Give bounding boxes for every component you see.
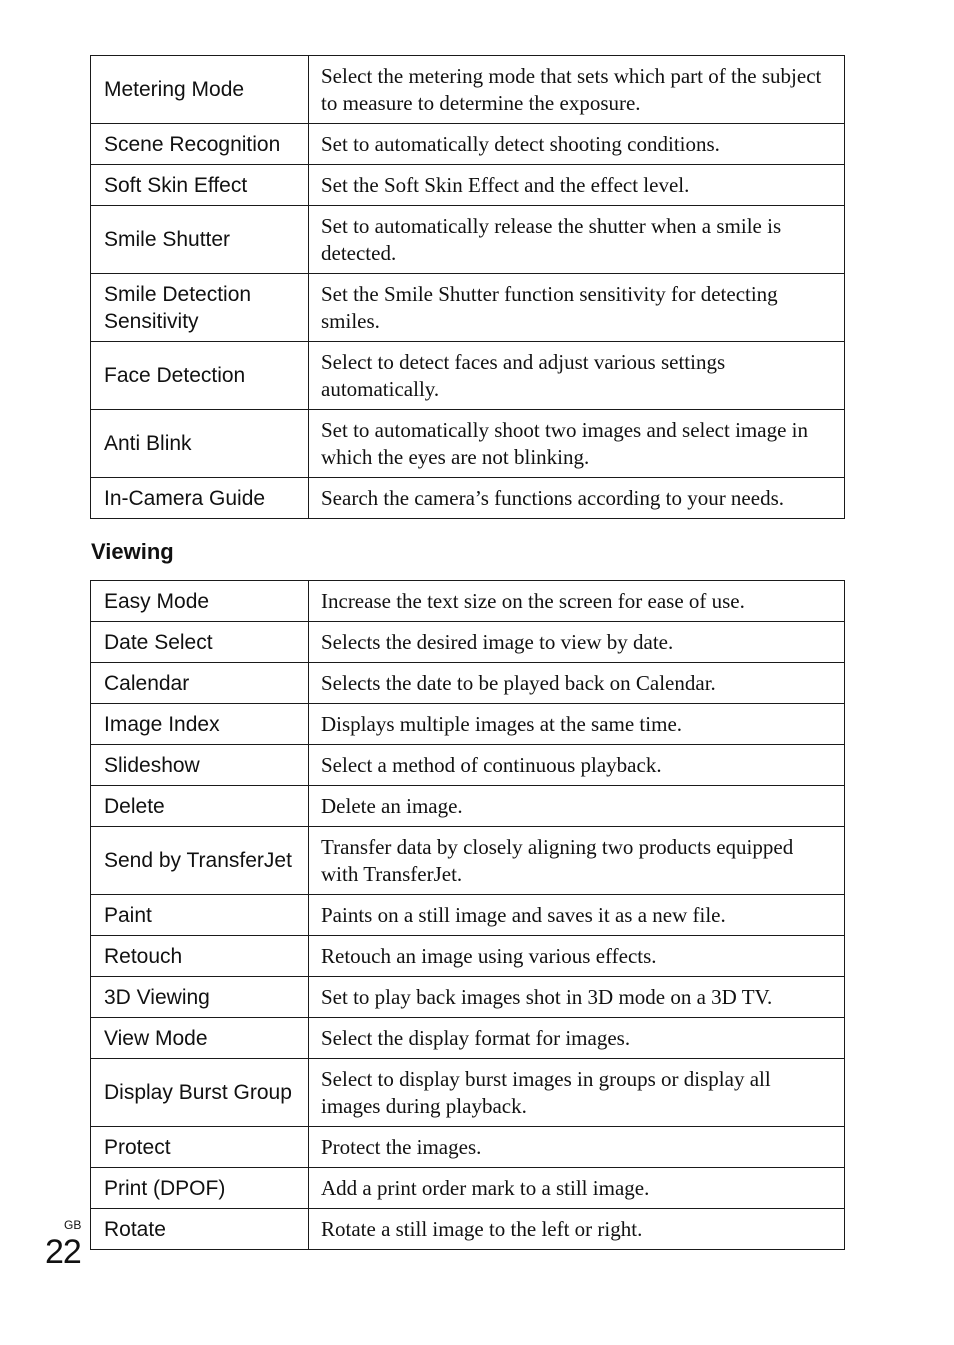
table-row: [91, 124, 845, 165]
table-row: [91, 581, 845, 622]
function-description: Increase the text size on the screen for ease of use.: [309, 581, 845, 622]
table-row: [91, 56, 845, 124]
function-description: Selects the desired image to view by date.: [309, 622, 845, 663]
table-row: [91, 342, 845, 410]
function-name: Smile Detection Sensitivity: [91, 274, 309, 342]
function-name: Print (DPOF): [91, 1168, 309, 1209]
page-number: 22: [45, 1233, 81, 1271]
function-name: Easy Mode: [91, 581, 309, 622]
function-description: Protect the images.: [309, 1127, 845, 1168]
function-description: Set the Soft Skin Effect and the effect level.: [309, 165, 845, 206]
function-description: Retouch an image using various effects.: [309, 936, 845, 977]
table-row: [91, 827, 845, 895]
function-name: Face Detection: [91, 342, 309, 410]
table-row: [91, 410, 845, 478]
table-row: [91, 1168, 845, 1209]
function-description: Set to play back images shot in 3D mode on a 3D TV.: [309, 977, 845, 1018]
settings-table: [90, 55, 845, 519]
table-row: [91, 478, 845, 519]
function-description: Select a method of continuous playback.: [309, 745, 845, 786]
function-description: Search the camera’s functions according to your needs.: [309, 478, 845, 519]
table-row: [91, 786, 845, 827]
function-description: Selects the date to be played back on Calendar.: [309, 663, 845, 704]
function-name: In-Camera Guide: [91, 478, 309, 519]
table-row: [91, 704, 845, 745]
function-name: Soft Skin Effect: [91, 165, 309, 206]
function-name: Retouch: [91, 936, 309, 977]
function-description: Set the Smile Shutter function sensitivity for detecting smiles.: [309, 274, 845, 342]
table-row: [91, 622, 845, 663]
function-name: Calendar: [91, 663, 309, 704]
function-name: Image Index: [91, 704, 309, 745]
function-description: Add a print order mark to a still image.: [309, 1168, 845, 1209]
function-description: Delete an image.: [309, 786, 845, 827]
function-description: Select to detect faces and adjust various settings automatically.: [309, 342, 845, 410]
function-name: Date Select: [91, 622, 309, 663]
function-name: Scene Recognition: [91, 124, 309, 165]
function-description: Select the metering mode that sets which part of the subject to measure to determine the exposure.: [309, 56, 845, 124]
region-code: GB: [64, 1218, 82, 1232]
function-description: Set to automatically release the shutter when a smile is detected.: [309, 206, 845, 274]
function-name: Metering Mode: [91, 56, 309, 124]
viewing-table: [90, 580, 845, 1250]
function-description: Paints on a still image and saves it as a new file.: [309, 895, 845, 936]
table-row: [91, 977, 845, 1018]
table-row: [91, 1209, 845, 1250]
table-row: [91, 206, 845, 274]
table-row: [91, 745, 845, 786]
function-description: Select to display burst images in groups or display all images during playback.: [309, 1059, 845, 1127]
function-name: Send by TransferJet: [91, 827, 309, 895]
table-row: [91, 1018, 845, 1059]
function-name: Rotate: [91, 1209, 309, 1250]
function-description: Displays multiple images at the same time.: [309, 704, 845, 745]
function-name: Anti Blink: [91, 410, 309, 478]
function-name: Smile Shutter: [91, 206, 309, 274]
table-row: [91, 663, 845, 704]
function-name: Protect: [91, 1127, 309, 1168]
function-name: View Mode: [91, 1018, 309, 1059]
function-description: Set to automatically detect shooting conditions.: [309, 124, 845, 165]
table-row: [91, 1059, 845, 1127]
function-description: Select the display format for images.: [309, 1018, 845, 1059]
function-name: 3D Viewing: [91, 977, 309, 1018]
function-description: Set to automatically shoot two images and select image in which the eyes are not blinking.: [309, 410, 845, 478]
table-row: [91, 936, 845, 977]
table-row: [91, 1127, 845, 1168]
section-heading-viewing: Viewing: [91, 539, 174, 564]
table-row: [91, 274, 845, 342]
function-description: Transfer data by closely aligning two products equipped with TransferJet.: [309, 827, 845, 895]
table-row: [91, 165, 845, 206]
function-name: Paint: [91, 895, 309, 936]
function-name: Display Burst Group: [91, 1059, 309, 1127]
function-description: Rotate a still image to the left or right.: [309, 1209, 845, 1250]
function-name: Slideshow: [91, 745, 309, 786]
function-name: Delete: [91, 786, 309, 827]
table-row: [91, 895, 845, 936]
